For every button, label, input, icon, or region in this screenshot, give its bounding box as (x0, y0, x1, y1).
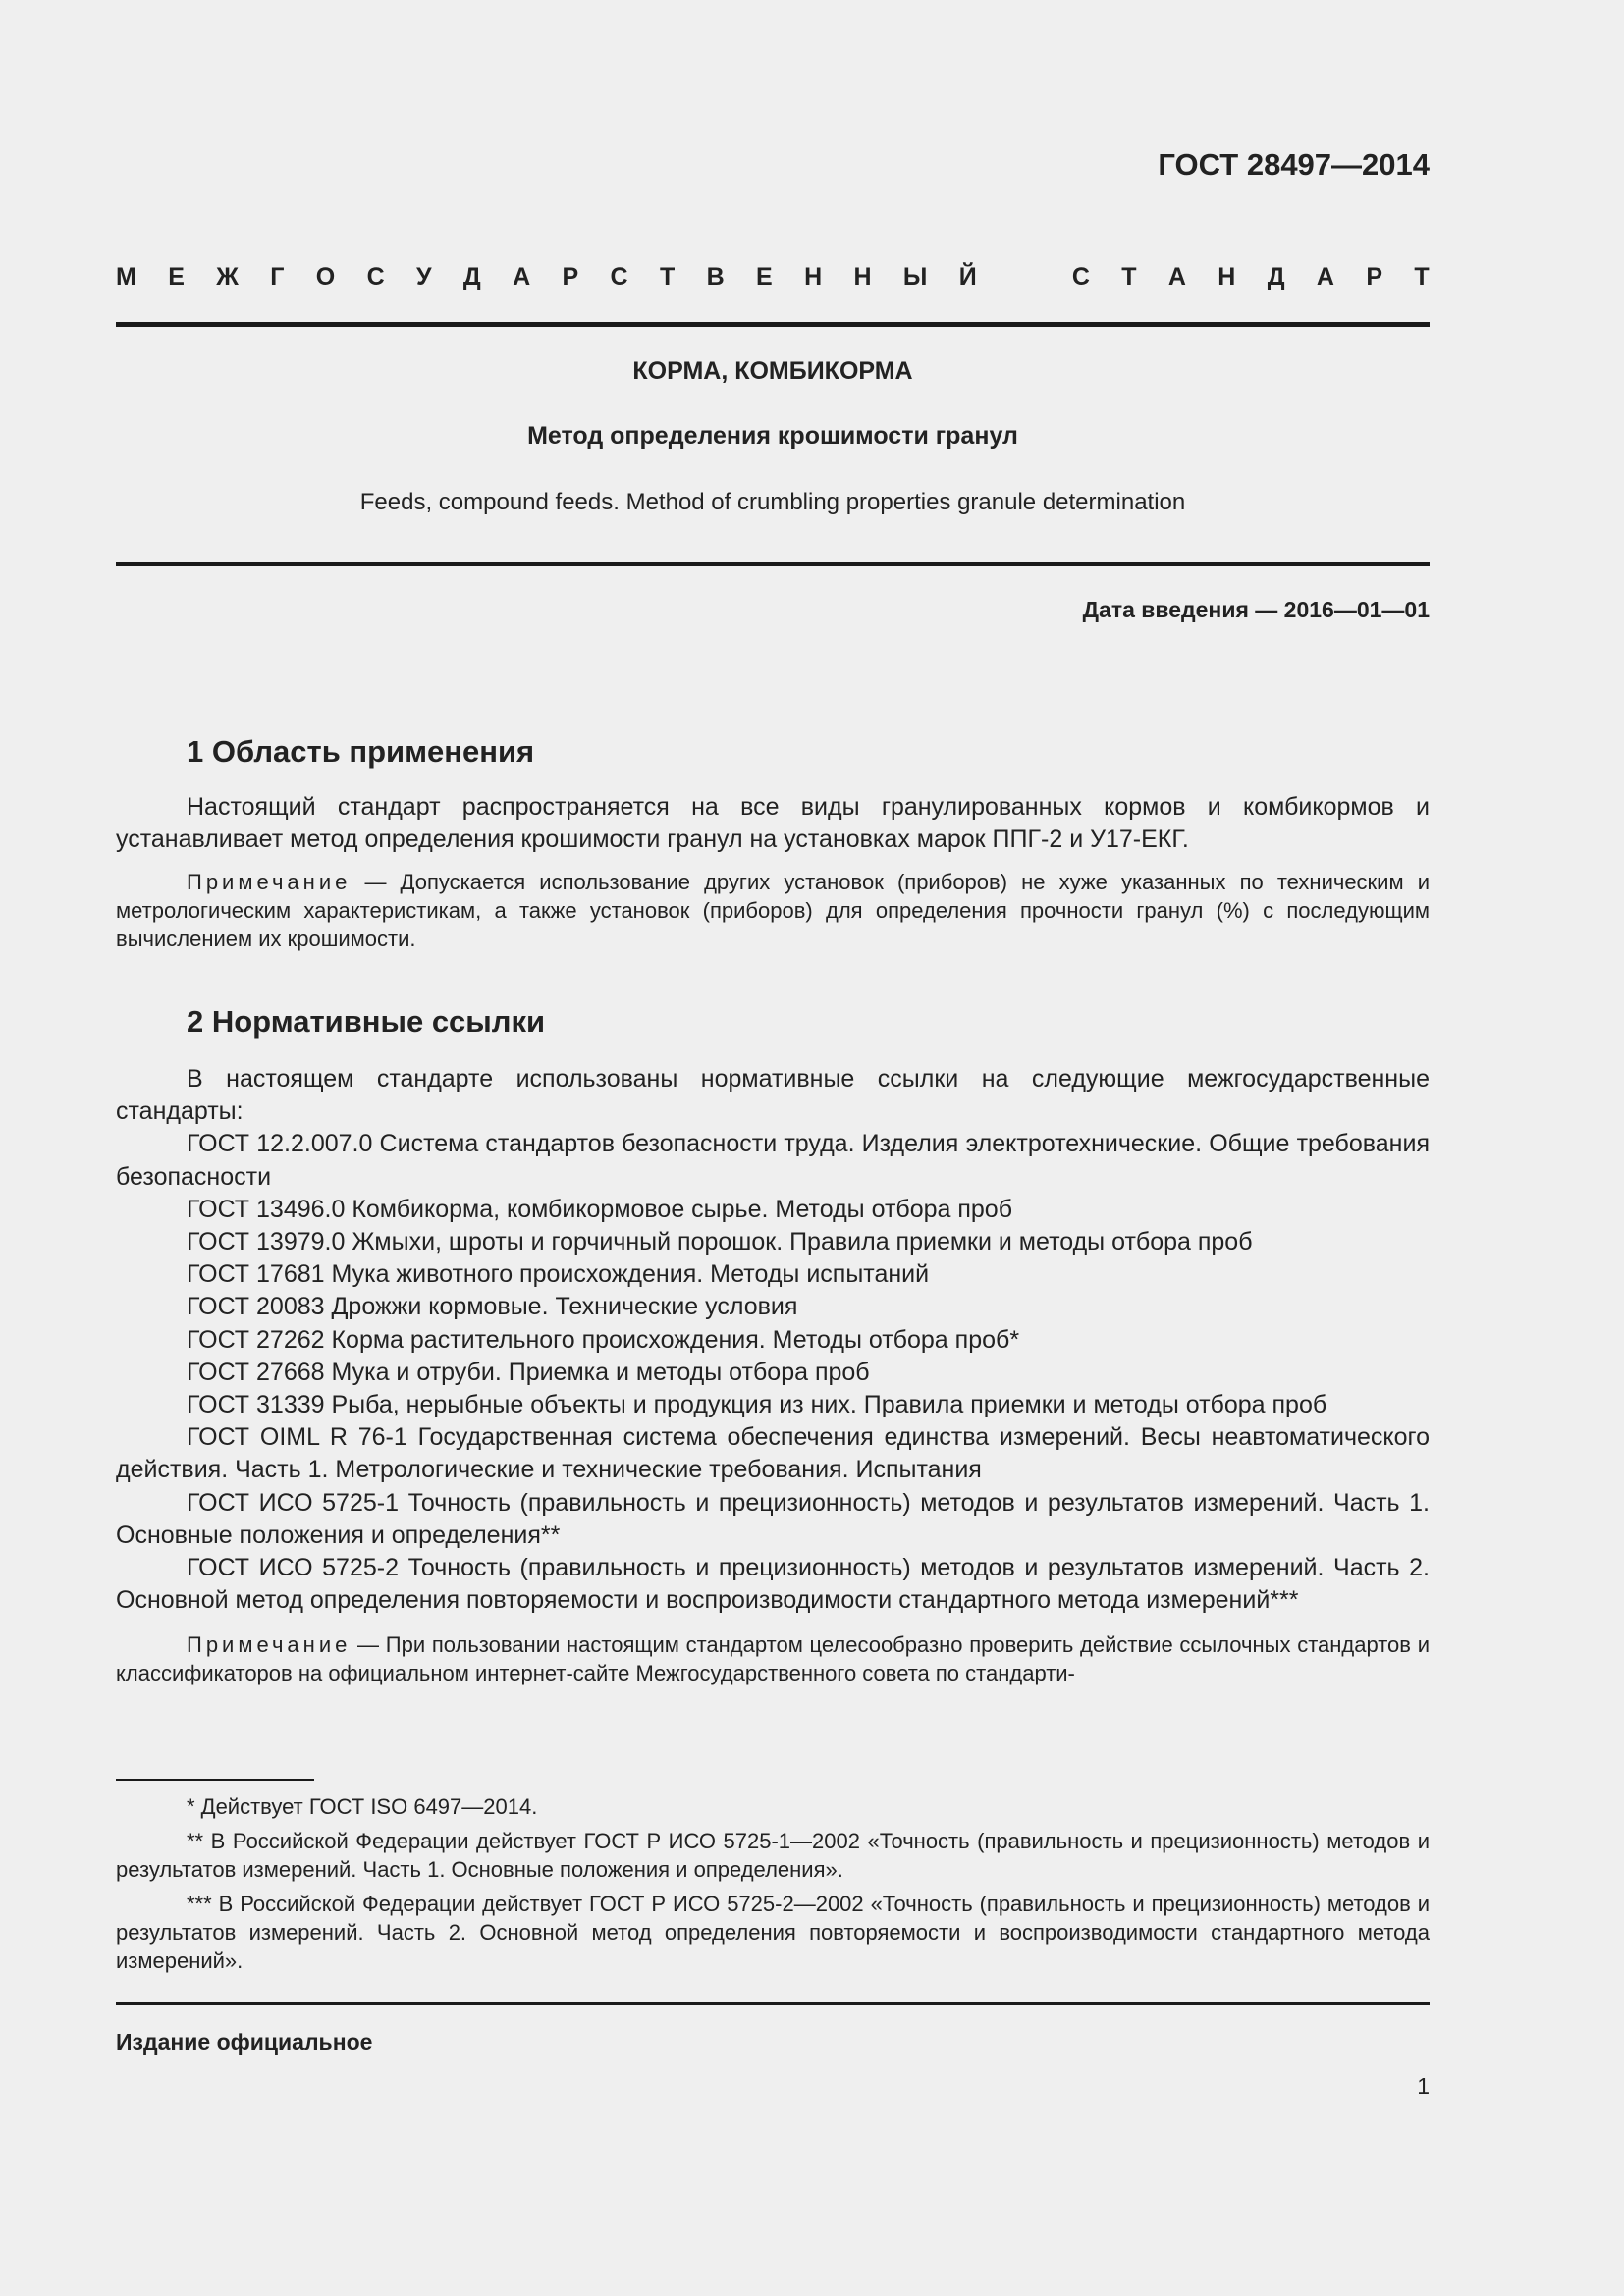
spaced-letter: Д (1267, 263, 1285, 291)
footnote: * Действует ГОСТ ISO 6497—2014. (187, 1794, 538, 1819)
section-1-note (116, 868, 1430, 953)
spaced-letter: А (1316, 263, 1334, 291)
reference-item: ГОСТ 13496.0 Комбикорма, комбикормовое сырье. Методы отбора проб (187, 1195, 1013, 1223)
reference-item: ГОСТ 17681 Мука животного происхождения. Методы испытаний (187, 1260, 930, 1289)
spaced-letter: Ж (216, 263, 239, 291)
title-en: Feeds, compound feeds. Method of crumbling properties granule determination (359, 489, 1186, 515)
reference-item: ГОСТ 27668 Мука и отруби. Приемка и методы отбора проб (187, 1358, 870, 1386)
intro-date: Дата введения — 2016—01—01 (1082, 597, 1430, 622)
title-ru: КОРМА, КОМБИКОРМА (632, 357, 913, 385)
section-1-body (116, 791, 1430, 953)
spaced-letter: Т (1121, 263, 1137, 291)
spaced-letter: Н (853, 263, 872, 291)
spaced-letter: Р (1366, 263, 1382, 291)
spaced-letter: А (513, 263, 531, 291)
spaced-letter: Ы (902, 263, 928, 291)
spaced-letter: А (1167, 263, 1186, 291)
reference-item: ГОСТ ИСО 5725-2 Точность (правильность и прецизионность) методов и результатов измерений. Часть 2. Основной метод определения повторяемости и воспроизводимости стандартного метода измерений*** (116, 1554, 1430, 1615)
footnote: ** В Российской Федерации действует ГОСТ Р ИСО 5725-1—2002 «Точность (правильность и прецизионность) методов и результатов измерений. Часть 1. Основные положения и определения». (116, 1829, 1430, 1882)
reference-item: ГОСТ 20083 Дрожжи кормовые. Технические условия (187, 1293, 798, 1321)
spaced-letter: Е (756, 263, 773, 291)
note-label: Примечание (187, 870, 352, 894)
page-number: 1 (1417, 2073, 1430, 2099)
subtitle-ru: Метод определения крошимости гранул (527, 422, 1018, 450)
footnote-rule (116, 1779, 314, 1781)
spaced-letter: Р (562, 263, 579, 291)
footnote: *** В Российской Федерации действует ГОСТ Р ИСО 5725-2—2002 «Точность (правильность и прецизионность) методов и результатов измерений. Часть 2. Основной метод определения повторяемости и воспроизводимости стандартного метода измерений». (116, 1892, 1430, 1973)
header-rule (116, 322, 1430, 327)
reference-item: ГОСТ ИСО 5725-1 Точность (правильность и прецизионность) методов и результатов измерений. Часть 1. Основные положения и определения** (116, 1488, 1430, 1549)
spaced-letter: Д (462, 263, 481, 291)
reference-item: ГОСТ 27262 Корма растительного происхождения. Методы отбора проб* (187, 1325, 1020, 1354)
spaced-letter: С (1071, 263, 1090, 291)
reference-item: ГОСТ 12.2.007.0 Система стандартов безопасности труда. Изделия электротехнические. Общие требования безопасности (116, 1130, 1430, 1191)
footer-rule (116, 2002, 1430, 2005)
spaced-letter: Е (168, 263, 185, 291)
spaced-letter: Н (1218, 263, 1236, 291)
section-2-heading: 2 Нормативные ссылки (187, 1004, 546, 1039)
section-1-heading: 1 Область применения (187, 734, 535, 769)
reference-item: ГОСТ 13979.0 Жмыхи, шроты и горчичный порошок. Правила приемки и методы отбора проб (187, 1228, 1253, 1256)
reference-item: ГОСТ 31339 Рыба, нерыбные объекты и продукция из них. Правила приемки и методы отбора проб (187, 1391, 1327, 1419)
document-number: ГОСТ 28497—2014 (1158, 147, 1430, 182)
spaced-letter: В (706, 263, 725, 291)
spaced-letter: С (610, 263, 628, 291)
reference-item: ГОСТ OIML R 76-1 Государственная система обеспечения единства измерений. Весы неавтоматического действия. Часть 1. Метрологические и технические требования. Испытания (116, 1423, 1430, 1484)
section-2-note (116, 1630, 1430, 1687)
section-1-paragraph: Настоящий стандарт распространяется на все виды гранулированных кормов и комбикормов и устанавливает метод определения крошимости гранул на установках марок ППГ-2 и У17-ЕКГ. (116, 793, 1430, 853)
spaced-letter: Н (804, 263, 823, 291)
spaced-letter: Й (958, 263, 977, 291)
spaced-letter: М (116, 263, 136, 291)
spaced-letter: Т (659, 263, 676, 291)
section-2-body (116, 1063, 1430, 1687)
section-2-intro: В настоящем стандарте использованы нормативные ссылки на следующие межгосударственные стандарты: (116, 1065, 1430, 1126)
note-label: Примечание (187, 1632, 352, 1658)
note-text: — Допускается использование других установок (приборов) не хуже указанных по техническим и метрологическим характеристикам, а также установок (приборов) для определения прочности гранул (%) с последующим вычислением их крошимости. (116, 870, 1430, 951)
spaced-letter: О (315, 263, 336, 291)
standard-type (116, 263, 1430, 292)
spaced-letter: С (366, 263, 385, 291)
spaced-letter: Т (1414, 263, 1430, 291)
footnotes (116, 1792, 1430, 1981)
title-rule (116, 562, 1430, 566)
spaced-letter: У (415, 263, 432, 291)
note-text: — При пользовании настоящим стандартом целесообразно проверить действие ссылочных стандартов и классификаторов на официальном интернет-сайте Межгосударственного совета по стандарти- (116, 1632, 1430, 1686)
edition-label: Издание официальное (116, 2029, 373, 2055)
spaced-letter: Г (270, 263, 285, 291)
